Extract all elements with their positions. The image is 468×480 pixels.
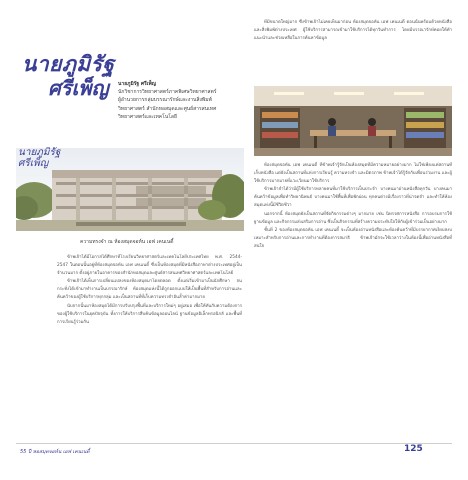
author-info — [118, 80, 236, 121]
footer-publication-title: 55 ปี หอสมุดจอห์น เอฟ เคนเนดี้ — [20, 449, 90, 455]
author-line-2: ผู้อำนวยการกลุ่มบรรณารักษ์และงานสิ่งพิมพ์ — [118, 97, 212, 104]
title-line-1: นายภูมิรัฐ — [22, 51, 115, 76]
body-text-right-top — [254, 19, 452, 77]
signature-line-2: ศรีเพ็ญ — [18, 158, 49, 169]
footer-divider — [16, 443, 452, 444]
title-line-2: ศรีเพ็ญ — [48, 76, 109, 100]
signature-line-1: นายภูมิรัฐ — [18, 147, 61, 158]
author-line-3: วิทยาศาสตร์ สำนักหอสมุดและศูนย์สารสนเทศ — [118, 105, 217, 112]
author-line-4: วิทยาศาสตร์และเทคโนโลยี — [118, 113, 177, 120]
paragraph: นอกจากนี้ ห้องสมุดยังเป็นสถานที่จัดกิจกรรมต่างๆ มากมาย เช่น นิทรรศการหนังสือ การอบรมการใช้ฐานข้อมูล และกิจกรรมส่งเสริมการอ่าน ซึ่งเป็นกิจกรรมที่สร้างความประทับใจให้กับผู้เข้าร่วมเป็นอย่างมาก — [254, 211, 452, 225]
paragraph: ข้าพเจ้าได้มีโอกาสได้ศึกษาที่โรงเรียนวิทยาศาสตร์และเทคโนโลยีประเทศไทย พ.ศ. 2544-2547 ในตอนนั้นอยู่ที่ห้องสมุดจอห์น เอฟ เคนเนดี้ ซึ่งเป็นห้องสมุดที่มีหนังสือภาษาต่างประเทศอยู่เป็นจำนวนมาก ตั้งอยู่ภายในอาคารของสำนักหอสมุดและศูนย์สารสนเทศวิทยาศาสตร์และเทคโนโลยี — [57, 255, 242, 277]
paragraph: ข้าพเจ้าจำได้ว่ามีผู้ใช้บริการหลายคนที่มาใช้บริการเป็นประจำ บางคนมาอ่านหนังสือทุกวัน บางคนมาค้นคว้าข้อมูลเพื่อทำวิทยานิพนธ์ บางคนมาใช้พื้นที่เพื่อพักผ่อน ทุกคนต่างมีเรื่องราวที่น่าจดจำ และทำให้ห้องสมุดแห่งนี้มีชีวิตชีวา — [254, 187, 452, 209]
paragraph: ข้าพเจ้าได้เห็นการเปลี่ยนแปลงของห้องสมุดมาโดยตลอด ตั้งแต่เริ่มเข้ามาเป็นนักศึกษา จนกระทั่งได้เข้ามาทำงานเป็นบรรณารักษ์ ห้องสมุดแห่งนี้ได้ถูกออกแบบให้เป็นพื้นที่สำหรับการอ่านและค้นคว้าของผู้ใช้บริการทุกกลุ่ม และเป็นสถานที่ที่เก็บความทรงจำอันล้ำค่ามากมาย — [57, 279, 242, 301]
photo-caption: ความทรงจำ ณ ห้องสมุดจอห์น เอฟ เคนเนดี้ — [80, 239, 174, 245]
library-building-photo — [16, 148, 244, 231]
paragraph: ห้องสมุดจอห์น เอฟ เคนเนดี้ ที่ข้าพเจ้ารู้จักเป็นห้องสมุดที่มีความหมายอย่างมาก ไม่ใช่เพียงแค่สถานที่เก็บหนังสือ แต่ยังเป็นสถานที่แห่งการเรียนรู้ ความทรงจำ และมิตรภาพ ข้าพเจ้าได้รู้จักกับเพื่อนร่วมงาน และผู้ใช้บริการมากมายที่แวะเวียนมาใช้บริการ — [254, 163, 452, 185]
library-interior-photo — [254, 86, 452, 156]
page-number: 125 — [404, 444, 423, 454]
paragraph: ชั้นที่ 2 ของห้องสมุดจอห์น เอฟ เคนเนดี้ จะเป็นห้องอ่านหนังสือและห้องค้นคว้าที่มีบรรยากาศเงียบสงบ เหมาะสำหรับการอ่านและการทำงานที่ต้องการสมาธิ ข้าพเจ้ามักจะใช้เวลาว่างในห้องนี้เพื่ออ่านหนังสือที่สนใจ — [254, 227, 452, 249]
body-text-left — [57, 254, 242, 434]
article-title — [20, 48, 115, 108]
paragraph: นับจากนั้นมาห้องสมุดได้มีการปรับปรุงพื้นที่และบริการใหม่ๆ อยู่เสมอ เพื่อให้ทันกับความต้องการของผู้ใช้บริการในยุคปัจจุบัน ทั้งการให้บริการสืบค้นข้อมูลออนไลน์ ฐานข้อมูลอิเล็กทรอนิกส์ และพื้นที่การเรียนรู้ร่วมกัน — [57, 303, 242, 325]
author-name: นายภูมิรัฐ ศรีเพ็ญ — [118, 81, 157, 87]
author-line-1: นักวิชาการวิทยาศาสตร์ภาคพิเศษวิทยาศาสตร์ — [118, 89, 217, 96]
paragraph: ที่มีขนาดใหญ่มาก ซึ่งข้าพเจ้าไม่เคยเห็นมาก่อน ห้องสมุดจอห์น เอฟ เคนเนดี้ ตอนนั้นพร้อมด้วยหนังสือและสิ่งพิมพ์ต่างประเทศ ผู้ใช้บริการสามารถเข้ามาใช้บริการได้ทุกวันทำการ โดยมีบรรณารักษ์คอยให้คำแนะนำและช่วยเหลือในการค้นหาข้อมูล — [254, 20, 452, 42]
body-text-right-bottom — [254, 162, 452, 478]
